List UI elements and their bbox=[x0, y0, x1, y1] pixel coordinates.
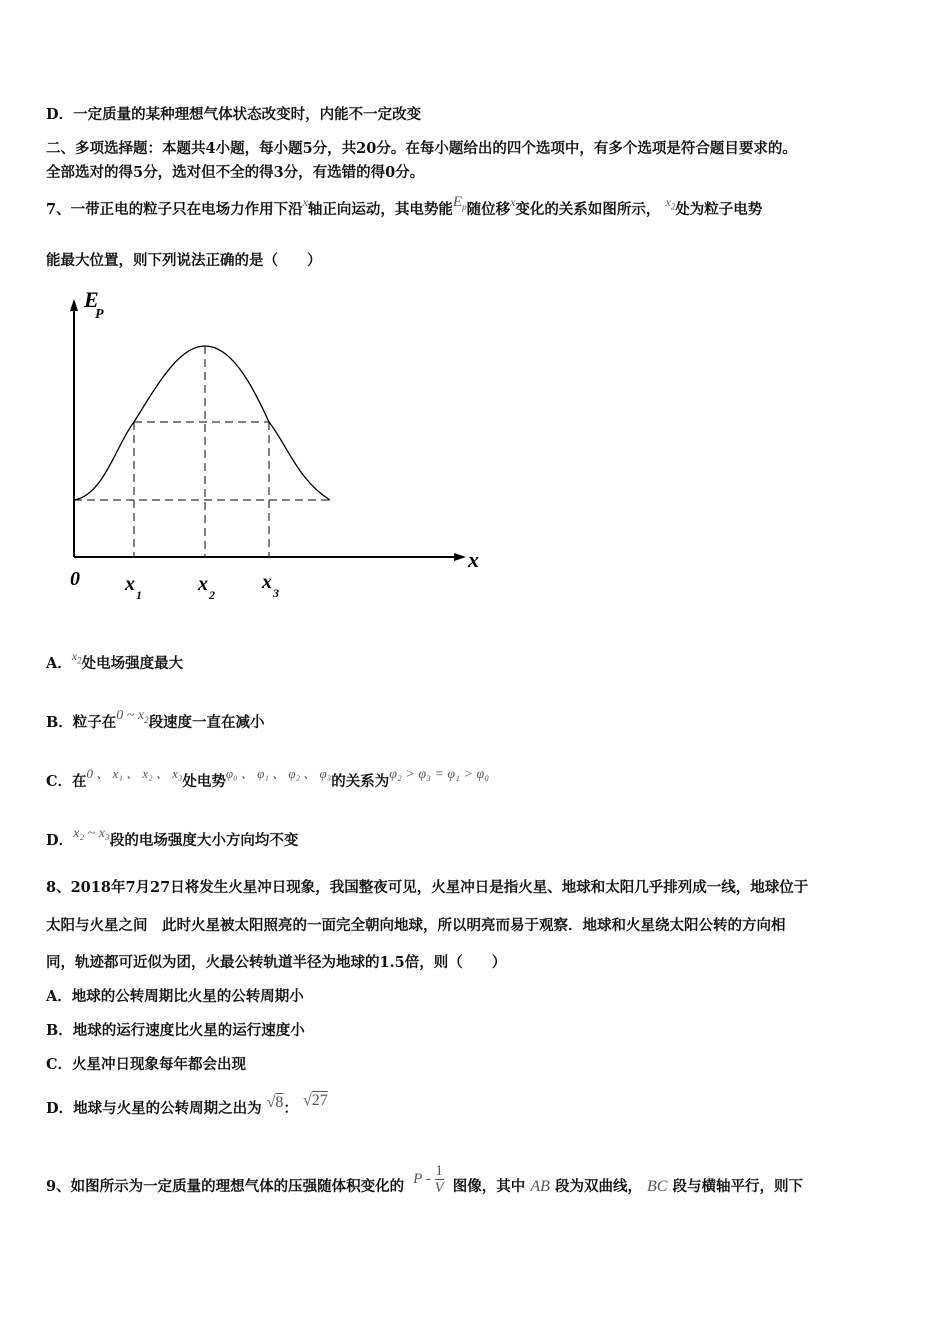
dashed-guides bbox=[74, 346, 330, 557]
range-0-x2: 0 ~ $x_2$ bbox=[116, 708, 149, 725]
segment-ab: AB bbox=[530, 1177, 550, 1195]
p-over-v-label: P - $\frac{1}{V}$ bbox=[413, 1163, 444, 1196]
sqrt-27: √27 bbox=[302, 1092, 328, 1109]
q7-stem-d: 变化的关系如图所示， bbox=[515, 201, 661, 218]
tick-x3-sub: 3 bbox=[273, 586, 279, 600]
q8-stem-line3: 同，轨迹都可近似为团，火最公转轨道半径为地球的1.5倍，则（ ） bbox=[46, 954, 507, 971]
x-axis-arrow bbox=[454, 553, 466, 561]
section2-instructions-line1: 二、多项选择题：本题共4小题，每小题5分，共20分。在每小题给出的四个选项中，有多个选项是符合题目要求的。 bbox=[46, 140, 797, 157]
q8-option-d: D．地球与火星的公转周期之出为 √8： √27 bbox=[46, 1092, 328, 1117]
segment-bc: BC bbox=[647, 1177, 668, 1195]
tick-x2: x bbox=[198, 573, 208, 595]
q7-stem-c: 随位移 bbox=[466, 201, 511, 218]
q8-option-b: B．地球的运行速度比火星的运行速度小 bbox=[46, 1022, 305, 1039]
tick-x2-sub: 2 bbox=[209, 588, 215, 602]
q7-stem-b: 轴正向运动，其电势能 bbox=[307, 201, 453, 218]
var-x-2: x bbox=[510, 195, 516, 209]
points-list: 0 、 x₁ 、 x₂ 、 x₃ bbox=[86, 766, 183, 781]
q7-stem-line1 bbox=[46, 194, 763, 220]
q7-option-a: A．$^{x_2}$处电场强度最大 bbox=[46, 649, 184, 672]
sqrt-8: √8 bbox=[266, 1094, 284, 1111]
ylabel-e: E bbox=[84, 287, 99, 312]
tick-x3: x bbox=[262, 571, 272, 593]
q7-stem-a: 7、一带正电的粒子只在电场力作用下沿 bbox=[46, 201, 303, 218]
ep-curve bbox=[74, 346, 330, 500]
q7-option-d: D．x₂ ~ x₃段的电场强度大小方向均不变 bbox=[46, 826, 299, 849]
potential-energy-graph bbox=[60, 285, 490, 605]
var-ep: $E_p$ bbox=[452, 194, 467, 212]
potentials-list: φ₀ 、 φ₁ 、 φ₂ 、 φ₃ bbox=[225, 766, 332, 781]
q8-stem-line1: 8、2018年7月27日将发生火星冲日现象，我国整夜可见，火星冲日是指火星、地球和太阳几乎排列成一线，地球位于 bbox=[46, 879, 809, 896]
origin-label: 0 bbox=[70, 568, 80, 590]
xlabel: x bbox=[468, 547, 479, 572]
q7-option-b: B．粒子在0 ~ $x_2$段速度一直在减小 bbox=[46, 708, 265, 731]
potential-inequality: φ₂ > φ₃ = φ₁ > φ₀ bbox=[389, 767, 490, 782]
y-axis-arrow bbox=[70, 299, 78, 311]
q8-stem-line2: 太阳与火星之间 此时火星被太阳照亮的一面完全朝向地球，所以明亮而易于观察．地球和火星绕太阳公转的方向相 bbox=[46, 917, 786, 934]
ylabel-p: P bbox=[95, 307, 104, 322]
q7-stem-line2: 能最大位置，则下列说法正确的是（ ） bbox=[46, 252, 322, 269]
tick-x1-sub: 1 bbox=[136, 588, 142, 602]
q6-option-d: D．一定质量的某种理想气体状态改变时，内能不一定改变 bbox=[46, 106, 422, 123]
q7-stem-e: 处为粒子电势 bbox=[675, 201, 763, 218]
section2-instructions-line2: 全部选对的得5分，选对但不全的得3分，有选错的得0分。 bbox=[46, 164, 425, 181]
q9-stem: 9、如图所示为一定质量的理想气体的压强随体积变化的 P - $\frac{1}{V}$ 图像，其中 AB 段为双曲线， BC 段与横轴平行，则下 bbox=[46, 1163, 804, 1196]
tick-x1: x bbox=[125, 573, 135, 595]
var-x: x bbox=[302, 195, 308, 209]
q8-option-c: C．火星冲日现象每年都会出现 bbox=[46, 1056, 247, 1073]
var-x2-a: x2 bbox=[71, 649, 82, 666]
q7-option-c: C．在0 、 x₁ 、 x₂ 、 x₃处电势φ₀ 、 φ₁ 、 φ₂ 、 φ₃的关系为φ₂ > φ₃ = φ₁ > φ₀ bbox=[46, 766, 490, 790]
var-x2: x2 bbox=[665, 195, 676, 212]
q8-option-a: A．地球的公转周期比火星的公转周期小 bbox=[46, 988, 304, 1005]
range-x2-x3: x₂ ~ x₃ bbox=[73, 826, 110, 841]
